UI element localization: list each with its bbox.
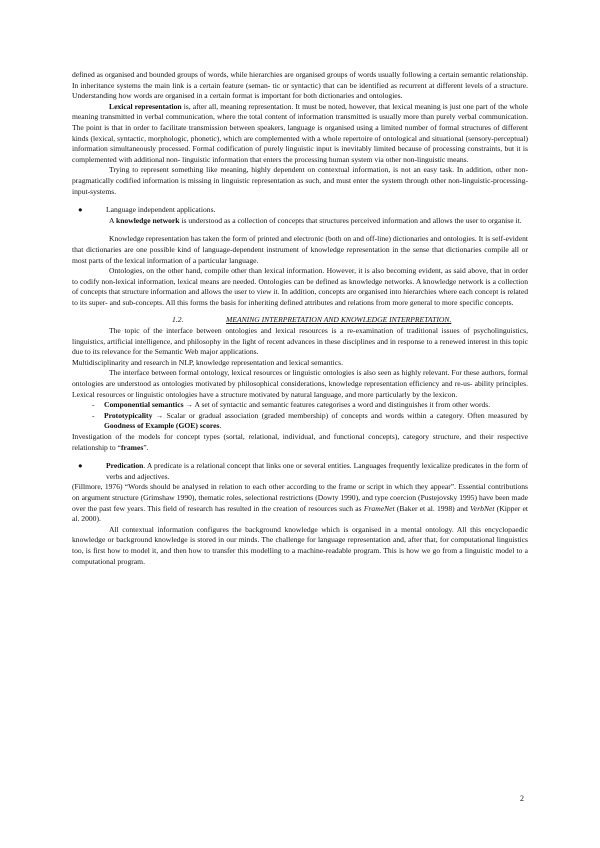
dash-item-prototypicality: [72, 411, 528, 432]
paragraph-fillmore-pre: (Fillmore, 1976) “Words should be analysed in relation to each other according to the frame or script in which they appear”. Essential contributions on argument structure (Grimshaw 1990), thematic roles, selectional restrictions (Dowty 1990), and type coercion (Pustejovsky 1995) have been made over the past few years. This field of research has resulted in the creation of resources such as: [72, 482, 528, 513]
paragraph-interface-topic: The topic of the interface between ontologies and lexical resources is a re-examination of traditional issues of psycholinguistics, linguistics, artificial intelligence, and philosophy in the light of recent advances in these disciplines and in response to a renewed interest in this topic due to its relevance for the Semantic Web major applications.: [72, 326, 528, 357]
bullet-language-independent-text: Language independent applications.: [106, 205, 216, 215]
paragraph-lexical-representation: [72, 102, 528, 166]
term-componential-semantics: Componential semantics: [104, 400, 184, 410]
dash-item-prototypicality-end: .: [219, 421, 222, 431]
page-number: 2: [520, 794, 524, 803]
bullet-predication: [72, 461, 528, 482]
paragraph-fillmore-mid: (Baker et al. 1998) and: [394, 503, 471, 513]
paragraph-knowledge-representation: Knowledge representation has taken the form of printed and electronic (both on and off-line) dictionaries and ontologies. It is self-evident that dictionaries are one possible kind of language-dependent instrument of knowledge representation in the sense that dictionaries compile all or most parts of the lexical information of a particular language.: [72, 234, 528, 265]
paragraph-concept-types: [72, 432, 528, 453]
term-framenet: FrameNet: [363, 503, 395, 513]
term-verbnet: VerbNet: [470, 503, 495, 513]
term-goe-scores: Goodness of Example (GOE) scores: [104, 421, 220, 431]
term-knowledge-network: knowledge network: [115, 215, 180, 225]
paragraph-hierarchies: defined as organised and bounded groups of words, while hierarchies are organised groups of words usually following a certain semantic relationship. In inheritance systems the main link is a certain feature (seman- tic or syntactic) that can be identified as recurrent at different levels of a structure. Understanding how words are organised in a certain format is important for both dictionaries and ontologies.: [72, 70, 528, 101]
bullet-predication-text: [106, 461, 528, 482]
term-predication: Predication: [106, 461, 144, 471]
paragraph-ontologies: Ontologies, on the other hand, compile other than lexical information. However, it is also becoming evident, as said above, that in order to codify non-lexical information, lexical means are needed. Ontologies can be defined as knowledge networks. A knowledge network is a collection of concepts that structure information and allows the user to view it. In addition, concepts are organised into hierarchies where each concept is related to its super- and sub-concepts. All this forms the basis for inheriting defined attributes and relations from more general to more specific concepts.: [72, 266, 528, 307]
bullet-predication-rest: . A predicate is a relational concept that links one or several entities. Languages frequently lexicalize predicates in the form of verbs and adjectives.: [106, 461, 528, 481]
section-heading: [72, 315, 528, 326]
paragraph-meaning-difficulty: Trying to represent something like meaning, highly dependent on contextual information, is not an easy task. In addition, other non-pragmatically codified information is missing in linguistic representation as such, and must enter the system through other non-linguistic-processing-input-systems.: [72, 165, 528, 196]
dash-item-prototypicality-text: [104, 411, 528, 432]
dash-marker: -: [92, 400, 95, 410]
paragraph-concept-types-pre: Investigation of the models for concept types (sortal, relational, individual, and functional concepts), category structure, and their respective relationship to “: [72, 432, 528, 452]
section-title: MEANING INTERPRETATION AND KNOWLEDGE INTERPRETATION.: [226, 315, 452, 325]
term-frames: frames: [120, 442, 144, 452]
paragraph-knowledge-network-pre: A: [109, 215, 116, 225]
paragraph-fillmore-end: (Kipper et al. 2000).: [72, 503, 528, 524]
paragraph-lexical-representation-text: is, after all, meaning representation. It must be noted, however, that lexical meaning is just one part of the whole meaning transmitted in verbal communication, where the total content of information transmitted is usually more than purely verbal communication. The point is that in order to facilitate transmission between speakers, language is organised using a limited number of formal structures of different kinds (lexical, syntactic, morphologic, phonetic), which are complemented with a whole repertoire of ontological and situational (sensory-perceptual) information simultaneously processed. Formal codification of purely linguistic input is inevitably limited because of processing constraints, but it is complemented with additional non- linguistic information that enters the processing human system via other non-linguistic means.: [72, 101, 528, 164]
document-page: [72, 70, 528, 567]
paragraph-concept-types-end: ”.: [143, 442, 149, 452]
term-lexical-representation: Lexical representation: [109, 101, 182, 111]
section-number: 1.2.: [172, 315, 184, 325]
paragraph-multidisciplinarity: Multidisciplinarity and research in NLP, knowledge representation and lexical semantics.: [72, 357, 343, 367]
dash-item-componential-rest: → A set of syntactic and semantic features categorises a word and distinguishes it from other words.: [183, 400, 491, 410]
paragraph-contextual-information: All contextual information configures the background knowledge which is organised in a mental ontology. All this encyclopaedic knowledge or background knowledge is stored in our minds. The challenge for language representation and, after that, for computational linguistics too, is first how to model it, and then how to transfer this modelling to a machine-readable program. This is how we go from a linguistic model to a computational program.: [72, 524, 528, 566]
dash-item-prototypicality-rest: → Scalar or gradual association (graded membership) of concepts and words within a category. Often measured by: [152, 410, 528, 420]
paragraph-formal-ontology: The interface between formal ontology, lexical resources or linguistic ontologies is also seen as highly relevant. For these authors, formal ontologies are understood as ontologies motivated by philosophical considerations, knowledge representation efficiency and re-us- ability principles. Lexical resources or linguistic ontologies have a structure motivated by natural language, and more particularly by the lexicon.: [72, 368, 528, 399]
paragraph-knowledge-network-text: is understood as a collection of concepts that structures perceived information and allows the user to organise it.: [179, 215, 522, 225]
bullet-language-independent: [72, 205, 528, 216]
dash-item-componential: [72, 400, 528, 411]
paragraph-fillmore: [72, 482, 528, 524]
dash-item-componential-text: [104, 400, 528, 411]
term-prototypicality: Prototypicality: [104, 410, 153, 420]
paragraph-knowledge-network: [72, 216, 528, 227]
dash-marker: -: [92, 410, 95, 420]
bullet-icon: ●: [78, 205, 83, 215]
bullet-icon: ●: [78, 461, 83, 471]
